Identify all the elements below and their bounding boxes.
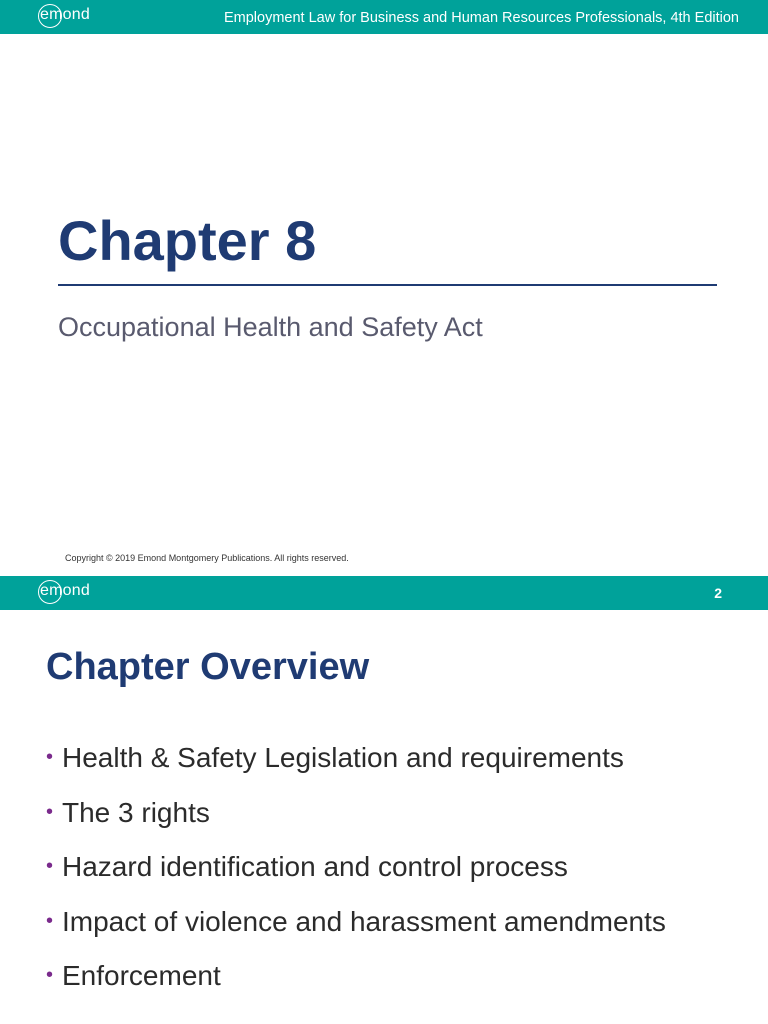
- chapter-subtitle: Occupational Health and Safety Act: [58, 312, 483, 342]
- overview-title: Chapter Overview: [46, 646, 370, 688]
- copyright-notice: Copyright © 2019 Emond Montgomery Publications. All rights reserved.: [65, 553, 349, 563]
- title-divider: [58, 284, 717, 286]
- bullet-icon: •: [46, 746, 54, 768]
- logo-text: emond: [40, 6, 90, 23]
- bullet-text: Enforcement: [62, 960, 221, 991]
- page-number: 2: [714, 585, 722, 601]
- bullet-text: The 3 rights: [62, 796, 210, 828]
- bullet-icon: •: [46, 800, 54, 823]
- bullet-icon: •: [46, 964, 54, 986]
- bullet-text: Impact of violence and harassment amendments: [62, 905, 666, 937]
- logo-text: emond: [40, 582, 90, 599]
- bullet-icon: •: [46, 855, 54, 877]
- emond-logo: [38, 4, 108, 30]
- chapter-title: Chapter 8: [58, 209, 317, 272]
- header-bar: [0, 576, 768, 610]
- slide-overview: [0, 576, 768, 1024]
- bullet-text: Hazard identification and control process: [62, 851, 568, 882]
- bullet-text: Health & Safety Legislation and requirements: [62, 742, 624, 773]
- header-bar: [0, 0, 768, 34]
- emond-logo: [38, 580, 108, 606]
- bullet-icon: •: [46, 909, 54, 932]
- book-title: Employment Law for Business and Human Resources Professionals, 4th Edition: [223, 10, 739, 26]
